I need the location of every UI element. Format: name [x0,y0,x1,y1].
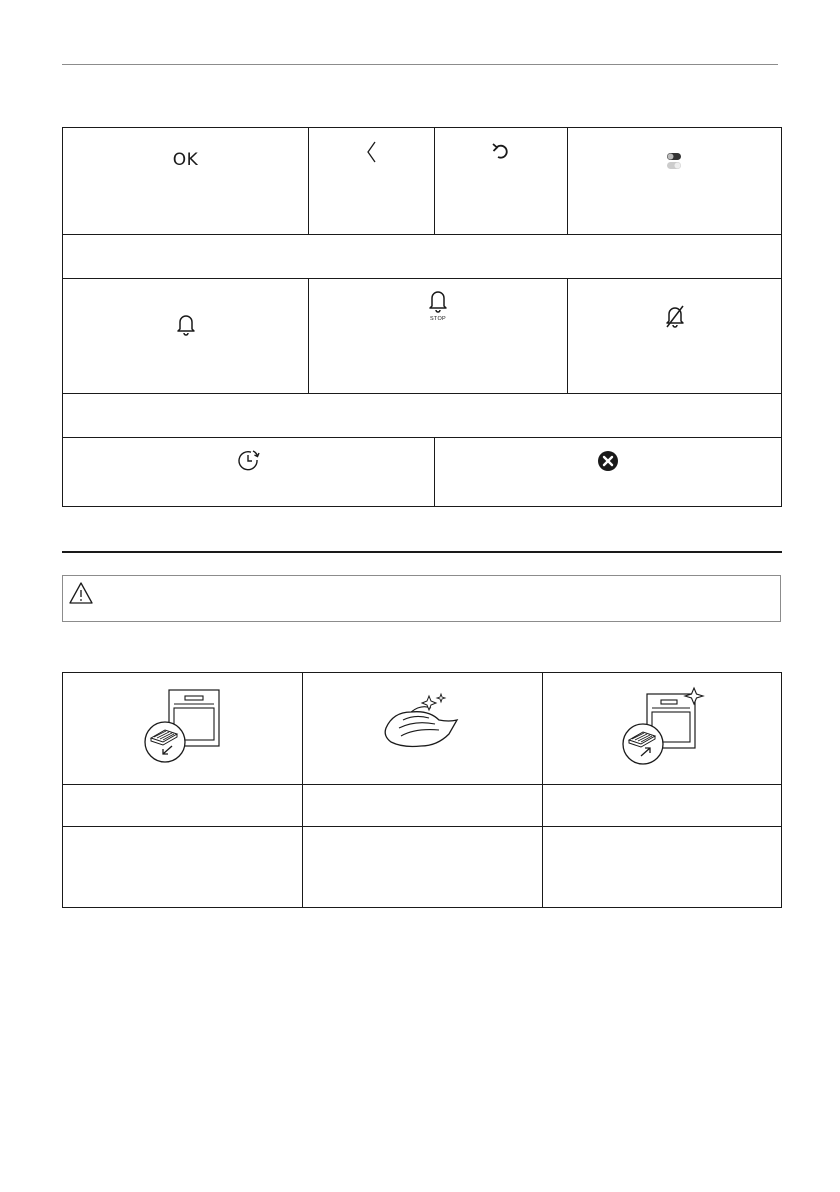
cell-toggle [568,151,781,171]
cell-hand-wipe [303,690,542,752]
toggle-switch-icon [665,151,685,171]
table-border [62,278,782,279]
cell-bell-muted [568,303,781,329]
cell-bell-stop [309,289,567,323]
ok-icon: OK [172,150,199,170]
bell-icon [175,312,197,336]
table-border [62,437,782,438]
table-border [781,672,782,907]
table-border [62,506,782,507]
header-rule [62,64,778,65]
clock-restart-icon [236,448,262,474]
warning-box [62,575,781,622]
bell-muted-icon [664,303,686,329]
table-border [62,127,782,128]
oven-remove-tray-icon [143,688,223,766]
table-border [62,234,782,235]
table-border [62,784,782,785]
chevron-left-icon [365,140,379,164]
table-border [62,826,782,827]
section-rule [62,551,782,553]
table-border [62,907,782,908]
cell-undo [435,141,567,161]
oven-insert-tray-sparkle-icon [619,686,705,766]
cell-ok [63,150,308,170]
table-border [62,393,782,394]
table-border [567,278,568,393]
cell-oven-remove [63,688,302,766]
cell-clock [63,448,434,474]
cell-oven-insert [543,686,781,766]
warning-triangle-icon [68,581,94,605]
cell-bell [63,312,308,336]
undo-icon [490,141,512,161]
hand-wipe-sparkle-icon [381,690,465,752]
table-border [62,672,782,673]
table-border [567,127,568,234]
cancel-circle-icon [597,450,619,472]
stop-label: STOP [429,316,447,322]
cell-back [309,140,434,164]
table-border [781,127,782,506]
bell-stop-icon [423,289,453,323]
cell-cancel [435,450,781,472]
